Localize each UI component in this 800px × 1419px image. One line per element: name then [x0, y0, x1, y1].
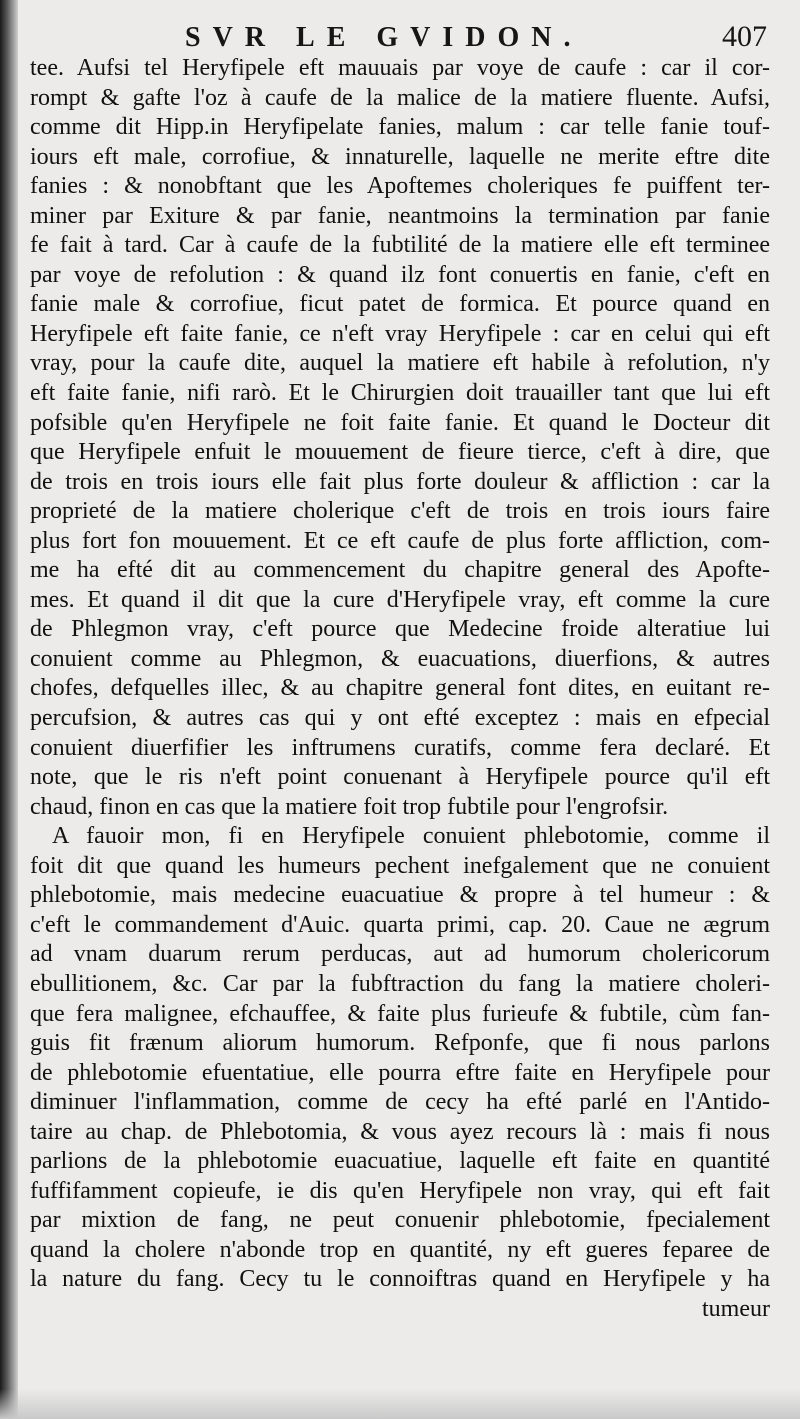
text-line-38: parlions de la phlebotomie euacuatiue, laquelle eft faite en quantité [30, 1148, 770, 1175]
text-line-12: eft faite fanie, nifi rarò. Et le Chirurgien doit trauailler tant que lui eft [30, 380, 770, 407]
text-line-10: Heryfipele eft faite fanie, ce n'eft vray Heryfipele : car en celui qui eft [30, 320, 770, 347]
text-line-35: de phlebotomie efuentatiue, elle pourra eftre faite en Heryfipele pour [30, 1059, 770, 1086]
text-line-14: que Heryfipele enfuit le mouuement de fieure tierce, c'eft à dire, que [30, 439, 770, 466]
text-line-31: ad vnam duarum rerum perducas, aut ad humorum cholericorum [30, 941, 770, 968]
text-line-7: fe fait à tard. Car à caufe de la fubtilité de la matiere elle eft terminee [30, 232, 770, 259]
text-line-17: plus fort fon mouuement. Et ce eft caufe de plus forte affliction, com- [30, 527, 770, 554]
text-line-4: iours eft male, corrofiue, & innaturelle, laquelle ne merite eftre dite [30, 143, 770, 170]
text-line-37: taire au chap. de Phlebotomia, & vous ayez recours là : mais fi nous [30, 1118, 770, 1145]
page-bottom-shadow [0, 1389, 800, 1419]
text-line-42: la nature du fang. Cecy tu le connoiftras quand en Heryfipele y ha [30, 1266, 770, 1293]
text-line-11: vray, pour la caufe dite, auquel la matiere eft habile à refolution, n'y [30, 350, 770, 377]
text-line-16: proprieté de la matiere cholerique c'eft de trois en trois iours faire [30, 498, 770, 525]
text-line-13: pofsible qu'en Heryfipele ne foit faite fanie. Et quand le Docteur dit [30, 409, 770, 436]
text-line-20: de Phlegmon vray, c'eft pource que Medecine froide alteratiue lui [30, 616, 770, 643]
text-line-41: quand la cholere n'abonde trop en quantité, ny eft gueres feparee de [30, 1236, 770, 1263]
text-line-8: par voye de refolution : & quand ilz font conuertis en fanie, c'eft en [30, 261, 770, 288]
text-line-22: chofes, defquelles illec, & au chapitre general font dites, en euitant re- [30, 675, 770, 702]
text-line-1: tee. Aufsi tel Heryfipele eft mauuais par voye de caufe : car il cor- [30, 55, 770, 81]
text-line-25: note, que le ris n'eft point conuenant à Heryfipele pource qu'il eft [30, 764, 770, 791]
text-line-23: percufsion, & autres cas qui y ont efté exceptez : mais en efpecial [30, 705, 770, 732]
text-line-39: fuffifamment copieufe, ie dis qu'en Heryfipele non vray, qui eft fait [30, 1177, 770, 1204]
page-gutter-shadow [0, 0, 18, 1419]
page-number: 407 [722, 20, 767, 53]
text-line-32: ebullitionem, &c. Car par la fubftraction du fang la matiere choleri- [30, 970, 770, 997]
text-line-24: conuient diuerfifier les inftrumens curatifs, comme fera declaré. Et [30, 734, 770, 761]
text-line-19: mes. Et quand il dit que la cure d'Heryfipele vray, eft comme la cure [30, 586, 770, 613]
text-line-36: diminuer l'inflammation, comme de cecy ha efté parlé en l'Antido- [30, 1089, 770, 1116]
running-title: SVR LE GVIDON. [185, 22, 583, 53]
catchword: tumeur [702, 1295, 770, 1322]
text-line-18: me ha efté dit au commencement du chapitre general des Apofte- [30, 557, 770, 584]
text-line-26: chaud, finon en cas que la matiere foit trop fubtile pour l'engrofsir. [30, 793, 669, 820]
text-line-30: c'eft le commandement d'Auic. quarta primi, cap. 20. Caue ne ægrum [30, 911, 770, 938]
text-line-3: comme dit Hipp.in Heryfipelate fanies, malum : car telle fanie touf- [30, 114, 770, 141]
text-line-33: que fera malignee, efchauffee, & faite plus furieufe & fubtile, cùm fan- [30, 1000, 770, 1027]
text-line-28: foit dit que quand les humeurs pechent inefgalement que ne conuient [30, 852, 770, 879]
body-text [30, 54, 770, 1325]
text-line-6: miner par Exiture & par fanie, neantmoins la termination par fanie [30, 202, 770, 229]
text-line-29: phlebotomie, mais medecine euacuatiue & propre à tel humeur : & [30, 882, 770, 909]
text-line-34: guis fit frænum aliorum humorum. Refponfe, que fi nous parlons [30, 1030, 770, 1057]
text-line-5: fanies : & nonobftant que les Apoftemes choleriques fe puiffent ter- [30, 173, 770, 200]
text-line-27: A fauoir mon, fi en Heryfipele conuient phlebotomie, comme il [52, 823, 770, 850]
text-line-21: conuient comme au Phlegmon, & euacuations, diuerfions, & autres [30, 645, 770, 672]
text-line-2: rompt & gafte l'oz à caufe de la malice de la matiere fluente. Aufsi, [30, 84, 770, 111]
text-line-15: de trois en trois iours elle fait plus forte douleur & affliction : car la [30, 468, 770, 495]
text-line-9: fanie male & corrofiue, ficut patet de formica. Et pource quand en [30, 291, 770, 318]
text-line-40: par mixtion de fang, ne peut conuenir phlebotomie, fpecialement [30, 1207, 770, 1234]
